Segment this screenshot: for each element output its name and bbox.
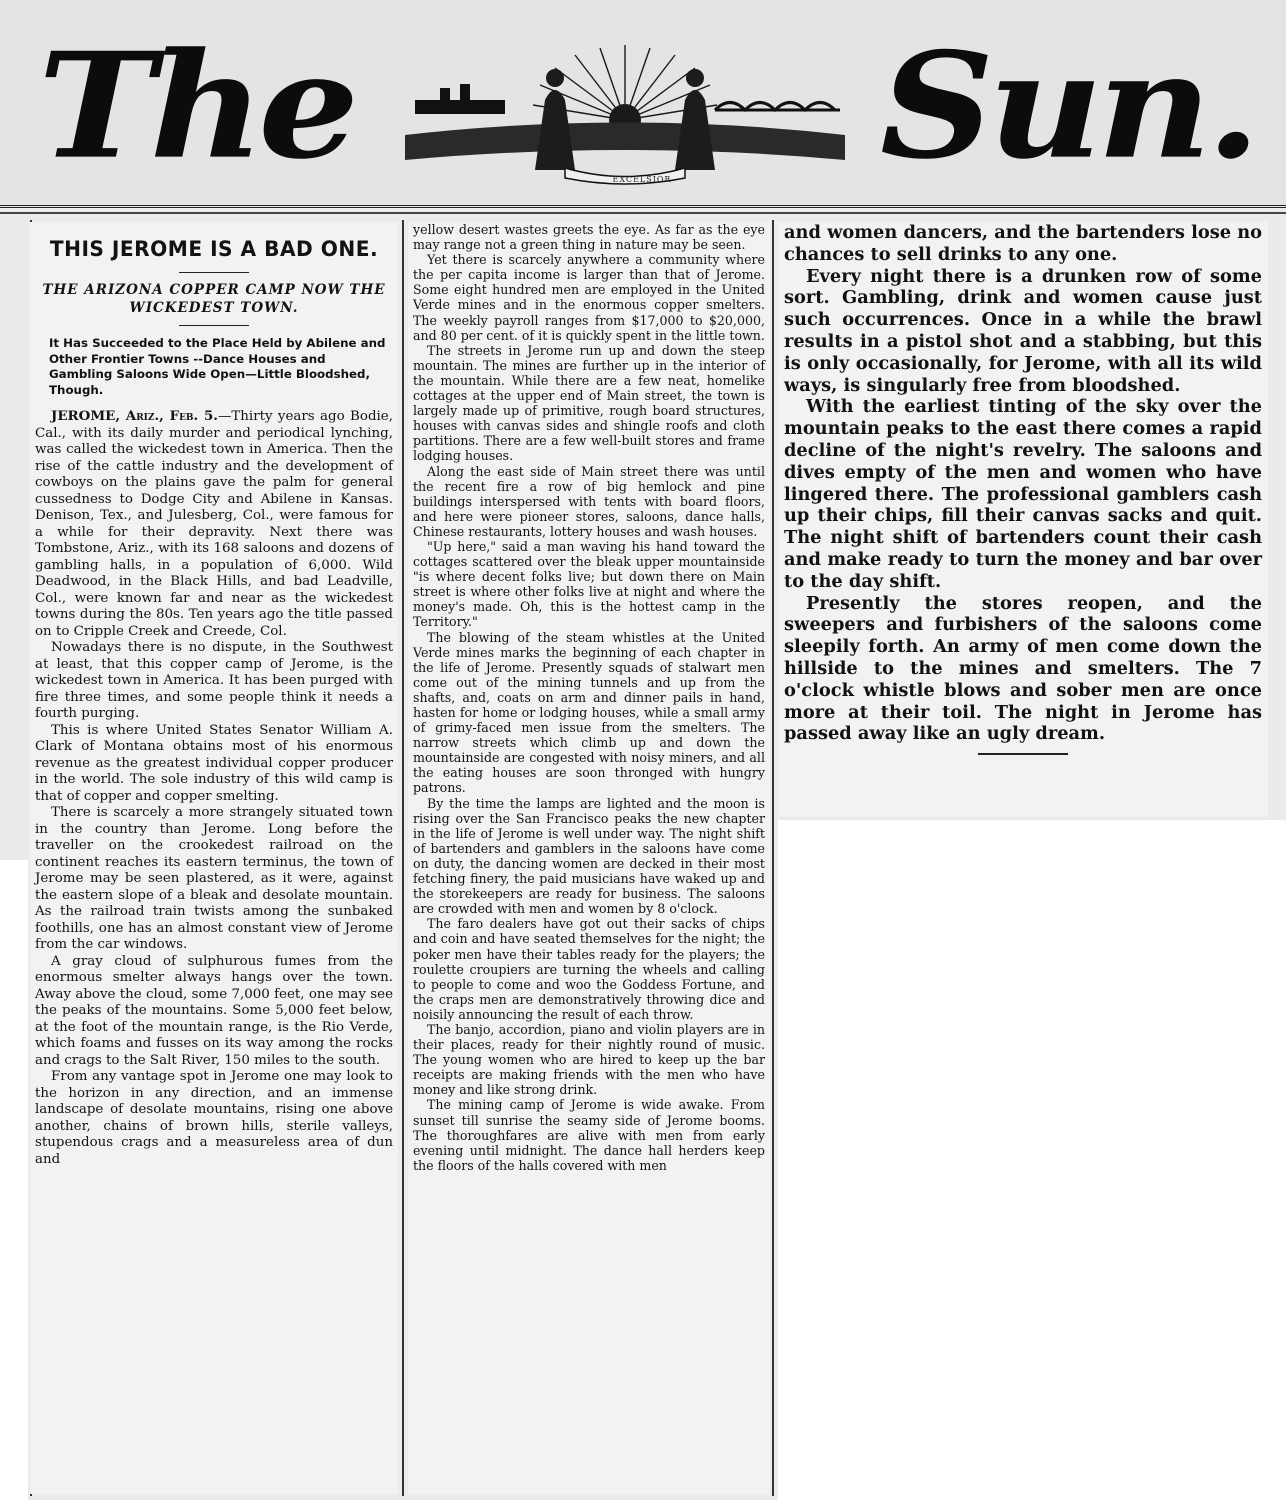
article-column-3 — [778, 222, 1268, 817]
article-headline: THIS JEROME IS A BAD ONE. — [49, 237, 379, 261]
article-paragraph: Nowadays there is no dispute, in the Southwest at least, that this copper camp of Jerome, is the wickedest town in America. It has been purged with fire three times, and some people think it needs a fourth purging. — [35, 640, 393, 721]
article-paragraph: Yet there is scarcely anywhere a community where the per capita income is larger than that of Jerome. Some eight hundred men are employed in the United Verde mines and in the enormous copper smelters. The weekly payroll ranges from $17,000 to $20,000, and 80 per cent. of it is quickly spent in the little town. — [413, 252, 765, 343]
article-deck: It Has Succeeded to the Place Held by Abilene and Other Frontier Towns --Dance Houses and Gambling Saloons Wide Open—Little Bloodshed, Though. — [49, 336, 386, 397]
article-paragraph: Presently the stores reopen, and the sweepers and furbishers of the saloons come sleepily forth. An army of men come down the hillside to the mines and smelters. The 7 o'clock whistle blows and sober men are once more at their toil. The night in Jerome has passed away like an ugly dream. — [784, 592, 1262, 745]
article-paragraph: "Up here," said a man waving his hand toward the cottages scattered over the bleak upper mountainside "is where decent folks live; but down there on Main street is where other folks live at night and where the money's made. Oh, this is the hottest camp in the Territory." — [413, 538, 765, 630]
article-paragraph: Along the east side of Main street there was until the recent fire a row of big hemlock and pine buildings interspersed with tents with board floors, and here were pioneer stores, saloons, dance halls, Chinese restaurants, lottery houses and wash houses. — [413, 463, 765, 539]
article-paragraph: The mining camp of Jerome is wide awake. From sunset till sunrise the seamy side of Jerome booms. The thoroughfares are alive with men from early evening until midnight. The dance hall herders keep the floors of the halls covered with men — [413, 1097, 765, 1173]
masthead-motto: EXCELSIOR — [612, 175, 672, 184]
subhead-rule — [179, 325, 249, 326]
column-rule — [402, 220, 404, 1496]
article-paragraph: JEROME, Ariz., Feb. 5.—Thirty years ago Bodie, Cal., with its daily murder and periodical lynching, was called the wickedest town in America. Then the rise of the cattle industry and the development of cowboys on the plains gave the palm for general cussedness to Dodge City and Abilene in Kansas. Denison, Tex., and Julesberg, Col., were famous for a while for their depravity. Next there was Tombstone, Ariz., with its 168 saloons and dozens of gambling halls, in a population of 6,000. Wild Deadwood, in the Black Hills, and bad Leadville, Col., were known far and near as the wickedest towns during the 80s. Ten years ago the title passed on to Cripple Creek and Creede, Col. — [35, 408, 393, 639]
blank-margin — [0, 860, 28, 1500]
article-paragraph: The blowing of the steam whistles at the United Verde mines marks the beginning of each chapter in the life of Jerome. Presently squads of stalwart men come out of the mining tunnels and up from the shafts, and, coats on arm and dinner pails in hand, hasten for home or lodging houses, while a small army of grimy-faced men issue from the smelters. The narrow streets which climb up and down the mountainside are congested with noisy miners, and all the eating houses are soon thronged with hungry patrons. — [413, 629, 765, 796]
article-subhead: THE ARIZONA COPPER CAMP NOW THE WICKEDEST TOWN. — [42, 282, 386, 316]
blank-area — [778, 820, 1286, 1500]
dateline: JEROME, Ariz., Feb. 5. — [51, 408, 218, 424]
article-paragraph: The faro dealers have got out their sacks of chips and coin and have seated themselves for the night; the poker men have their tables ready for the players; the roulette croupiers are turning the wheels and calling to people to come and woo the Goddess Fortune, and the craps men are demonstratively throwing dice and noisily announcing the result of each throw. — [413, 916, 765, 1022]
article-paragraph: This is where United States Senator William A. Clark of Montana obtains most of his enormous revenue as the greatest individual copper producer in the world. The sole industry of this wild camp is that of copper and copper smelting. — [35, 722, 393, 804]
masthead — [0, 0, 1286, 208]
masthead-vignette-illustration — [385, 40, 865, 190]
article-paragraph: and women dancers, and the bartenders lose no chances to sell drinks to any one. — [784, 222, 1262, 265]
article-paragraph: Every night there is a drunken row of some sort. Gambling, drink and women cause just such occurrences. Once in a while the brawl results in a pistol shot and a stabbing, but this is only occasionally, for Jerome, with all its wild ways, is singularly free from bloodshed. — [784, 265, 1262, 396]
article-paragraph: There is scarcely a more strangely situated town in the country than Jerome. Long before the traveller on the crookedest railroad on the continent reaches its eastern terminus, the town of Jerome may be seen plastered, as it were, against the eastern slope of a bleak and desolate mountain. As the railroad train twists among the sunbaked foothills, one has an almost constant view of Jerome from the car windows. — [35, 805, 393, 952]
article-column-1 — [30, 222, 398, 1494]
article-paragraph: The streets in Jerome run up and down the steep mountain. The mines are further up in the interior of the mountain. While there are a few neat, homelike cottages at the upper end of Main street, the town is largely made up of primitive, rough board structures, houses with canvas sides and shingle roofs and cloth partitions. There are a few well-built stores and frame lodging houses. — [413, 342, 765, 464]
article-paragraph: By the time the lamps are lighted and the moon is rising over the San Francisco peaks the new chapter in the life of Jerome is well under way. The night shift of bartenders and gamblers in the saloons have come on duty, the dancing women are decked in their most fetching finery, the paid musicians have waked up and the storekeepers are ready for business. The saloons are crowded with men and women by 8 o'clock. — [413, 795, 765, 917]
article-paragraph: A gray cloud of sulphurous fumes from the enormous smelter always hangs over the town. Away above the cloud, some 7,000 feet, one may see the peaks of the mountains. Some 5,000 feet below, at the foot of the mountain range, is the Rio Verde, which foams and fusses on its way among the rocks and crags to the Salt River, 150 miles to the south. — [35, 953, 393, 1068]
article-end-rule — [978, 753, 1068, 755]
masthead-title-left: The — [38, 21, 353, 192]
article-paragraph: yellow desert wastes greets the eye. As far as the eye may range not a green thing in nature may be seen. — [413, 222, 765, 253]
article-paragraph: From any vantage spot in Jerome one may look to the horizon in any direction, and an immense landscape of desolate mountains, rising one above another, chains of brown hills, sterile valleys, stupendous crags and a measureless area of dun and — [35, 1069, 393, 1167]
masthead-title-right: Sun. — [880, 21, 1255, 192]
masthead-rule — [0, 212, 1286, 214]
headline-rule — [179, 272, 249, 273]
article-column-2 — [408, 222, 770, 1494]
article-paragraph: With the earliest tinting of the sky over the mountain peaks to the east there comes a rapid decline of the night's revelry. The saloons and dives empty of the men and women who have lingered there. The professional gamblers cash up their chips, fill their canvas sacks and quit. The night shift of bartenders count their cash and make ready to turn the money and bar over to the day shift. — [784, 396, 1262, 592]
column-rule — [772, 220, 774, 1496]
article-paragraph: The banjo, accordion, piano and violin players are in their places, ready for their nightly round of music. The young women who are hired to keep up the bar receipts are making friends with the men who have money and like strong drink. — [413, 1021, 765, 1098]
